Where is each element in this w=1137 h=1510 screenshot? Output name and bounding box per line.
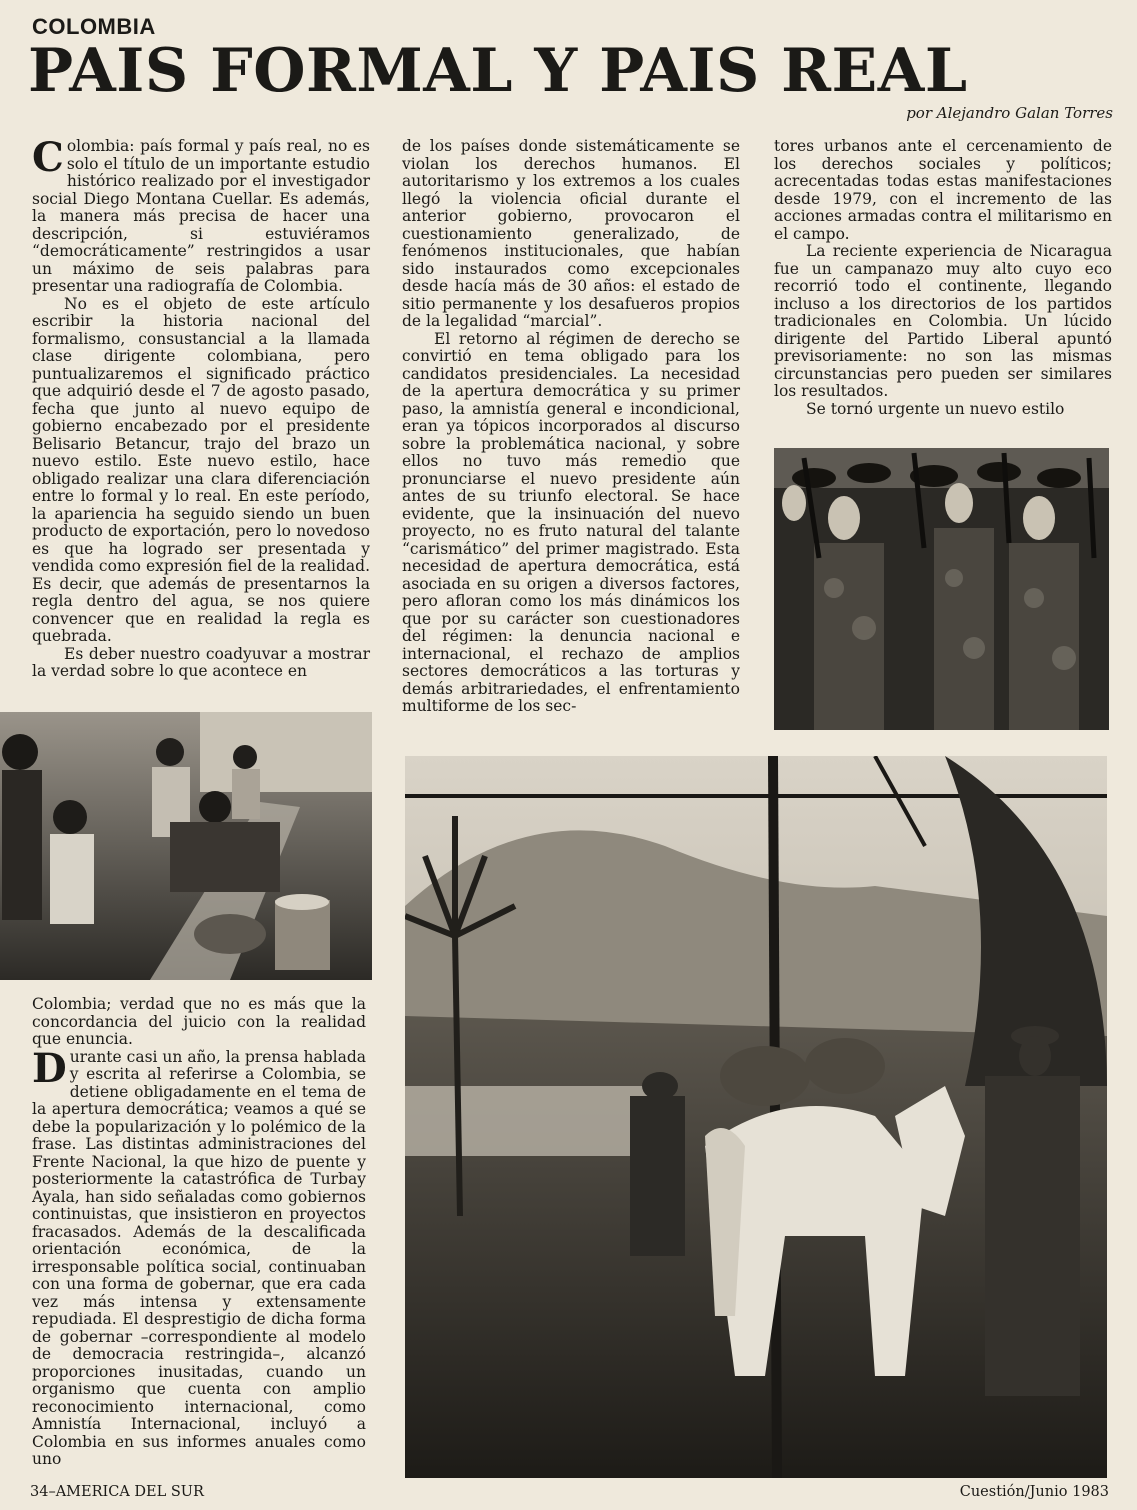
paragraph: La reciente experiencia de Nicaragua fue un campanazo muy alto cuyo eco recorrió todo el continente, llegando incluso a los directorios de los partidos tradicionales en Colombia. Un lúcido dirigente del Partido Liberal apuntó previsoriamente: no son las mismas circunstancias pero pueden ser similares los resultados. [774, 242, 1112, 400]
footer-right: Cuestión/Junio 1983 [959, 1484, 1109, 1500]
paragraph [32, 134, 370, 296]
headline: PAIS FORMAL Y PAIS REAL [28, 36, 968, 106]
column-2 [402, 138, 740, 716]
paragraph: Colombia; verdad que no es más que la concordancia del juicio con la realidad que enuncia. [32, 995, 366, 1048]
paragraph: Se tornó urgente un nuevo estilo [806, 399, 1065, 418]
byline: por Alejandro Galan Torres [906, 104, 1113, 122]
photo-children-image [0, 712, 372, 980]
column-3 [774, 138, 1112, 418]
paragraph: Es deber nuestro coadyuvar a mostrar la verdad sobre lo que acontece en [32, 644, 370, 680]
photo-mules-trail [405, 756, 1107, 1478]
photo-soldiers [774, 448, 1109, 730]
footer-left: 34–AMERICA DEL SUR [30, 1484, 204, 1500]
paragraph: tores urbanos ante el cercenamiento de los derechos sociales y políticos; acrecentadas todas estas manifestaciones desde 1979, con el incremento de las acciones armadas contra el militarismo en el campo. [774, 137, 1112, 243]
paragraph: No es el objeto de este artículo escribir la historia nacional del formalismo, consustancial a la llamada clase dirigente colombiana, pero puntualizaremos el significado práctico que adquirió desde el 7 de agosto pasado, fecha que junto al nuevo equipo de gobierno encabezado por el presidente Belisario Betancur, trajo del brazo un nuevo estilo. Este nuevo estilo, hace obligado realizar una clara diferenciación entre lo formal y lo real. En este período, la apariencia ha seguido siendo un buen producto de exportación, pero lo novedoso es que ha logrado ser presentada y vendida como expresión fiel de la realidad. Es decir, que además de presentarnos la regla dentro del agua, se nos quiere convencer que en realidad la regla es quebrada. [32, 294, 370, 645]
paragraph-text: olombia: país formal y país real, no es solo el título de un importante estudio histórico realizado por el investigador social Diego Montana Cuellar. Es además, la manera más precisa de hacer una descripción, si estuviéramos “democráticamente” restringidos a usar un máximo de seis palabras para presentar una radiografía de Colombia. [32, 137, 370, 295]
photo-soldiers-image [774, 448, 1109, 730]
paragraph: de los países donde sistemáticamente se violan los derechos humanos. El autoritarismo y los extremos a los cuales llegó la violencia oficial durante el anterior gobierno, provocaron el cuestionamiento generalizado, de fenómenos institucionales, que habían sido instaurados como excepcionales desde hacía más de 30 años: el estado de sitio permanente y los desafueros propios de la legalidad “marcial”. [402, 137, 740, 330]
paragraph: El retorno al régimen de derecho se convirtió en tema obligado para los candidatos presidenciales. La necesidad de la apertura democrática y su primer paso, la amnistía general e incondicional, eran ya tópicos incorporados al discurso sobre la problemática nacional, y sobre ellos no tuvo más remedio que pronunciarse el nuevo presidente aún antes de su triunfo electoral. Se hace evidente, que la insinuación del nuevo proyecto, no es fruto natural del talante “carismático” del primer magistrado. Esta necesidad de apertura democrática, está asociada en su origen a diversos factores, pero afloran como los más dinámicos los que por su carácter son cuestionadores del régimen: la denuncia nacional e internacional, el rechazo de amplios sectores democráticos a las torturas y demás arbitrariedades, el enfrentamiento multiforme de los sec- [402, 329, 740, 715]
section-label: COLOMBIA [32, 14, 156, 39]
drop-cap: C [32, 134, 64, 181]
paragraph [32, 1044, 366, 1469]
photo-mules-image [405, 756, 1107, 1478]
photo-children-water [0, 712, 372, 980]
column-1-top [32, 134, 370, 681]
drop-cap: D [32, 1044, 67, 1092]
paragraph-text: urante casi un año, la prensa hablada y escrita al referirse a Colombia, se detiene obligadamente en el tema de la apertura democrática; veamos a qué se debe la popularización y lo polémico de la frase. Las distintas administraciones del Frente Nacional, la que hizo de puente y posteriormente la catastrófica de Turbay Ayala, han sido señaladas como gobiernos continuistas, que insistieron en proyectos fracasados. Además de la descalificada orientación económica, de la irresponsable política social, continuaban con una forma de gobernar, que era cada vez más intensa y extensamente repudiada. El desprestigio de dicha forma de gobernar –correspondiente al modelo de democracia restringida–, alcanzó proporciones inusitadas, cuando un organismo que cuenta con amplio reconocimiento internacional, como Amnistía Internacional, incluyó a Colombia en sus informes anuales como uno [32, 1047, 366, 1468]
column-1-bottom [32, 996, 366, 1469]
